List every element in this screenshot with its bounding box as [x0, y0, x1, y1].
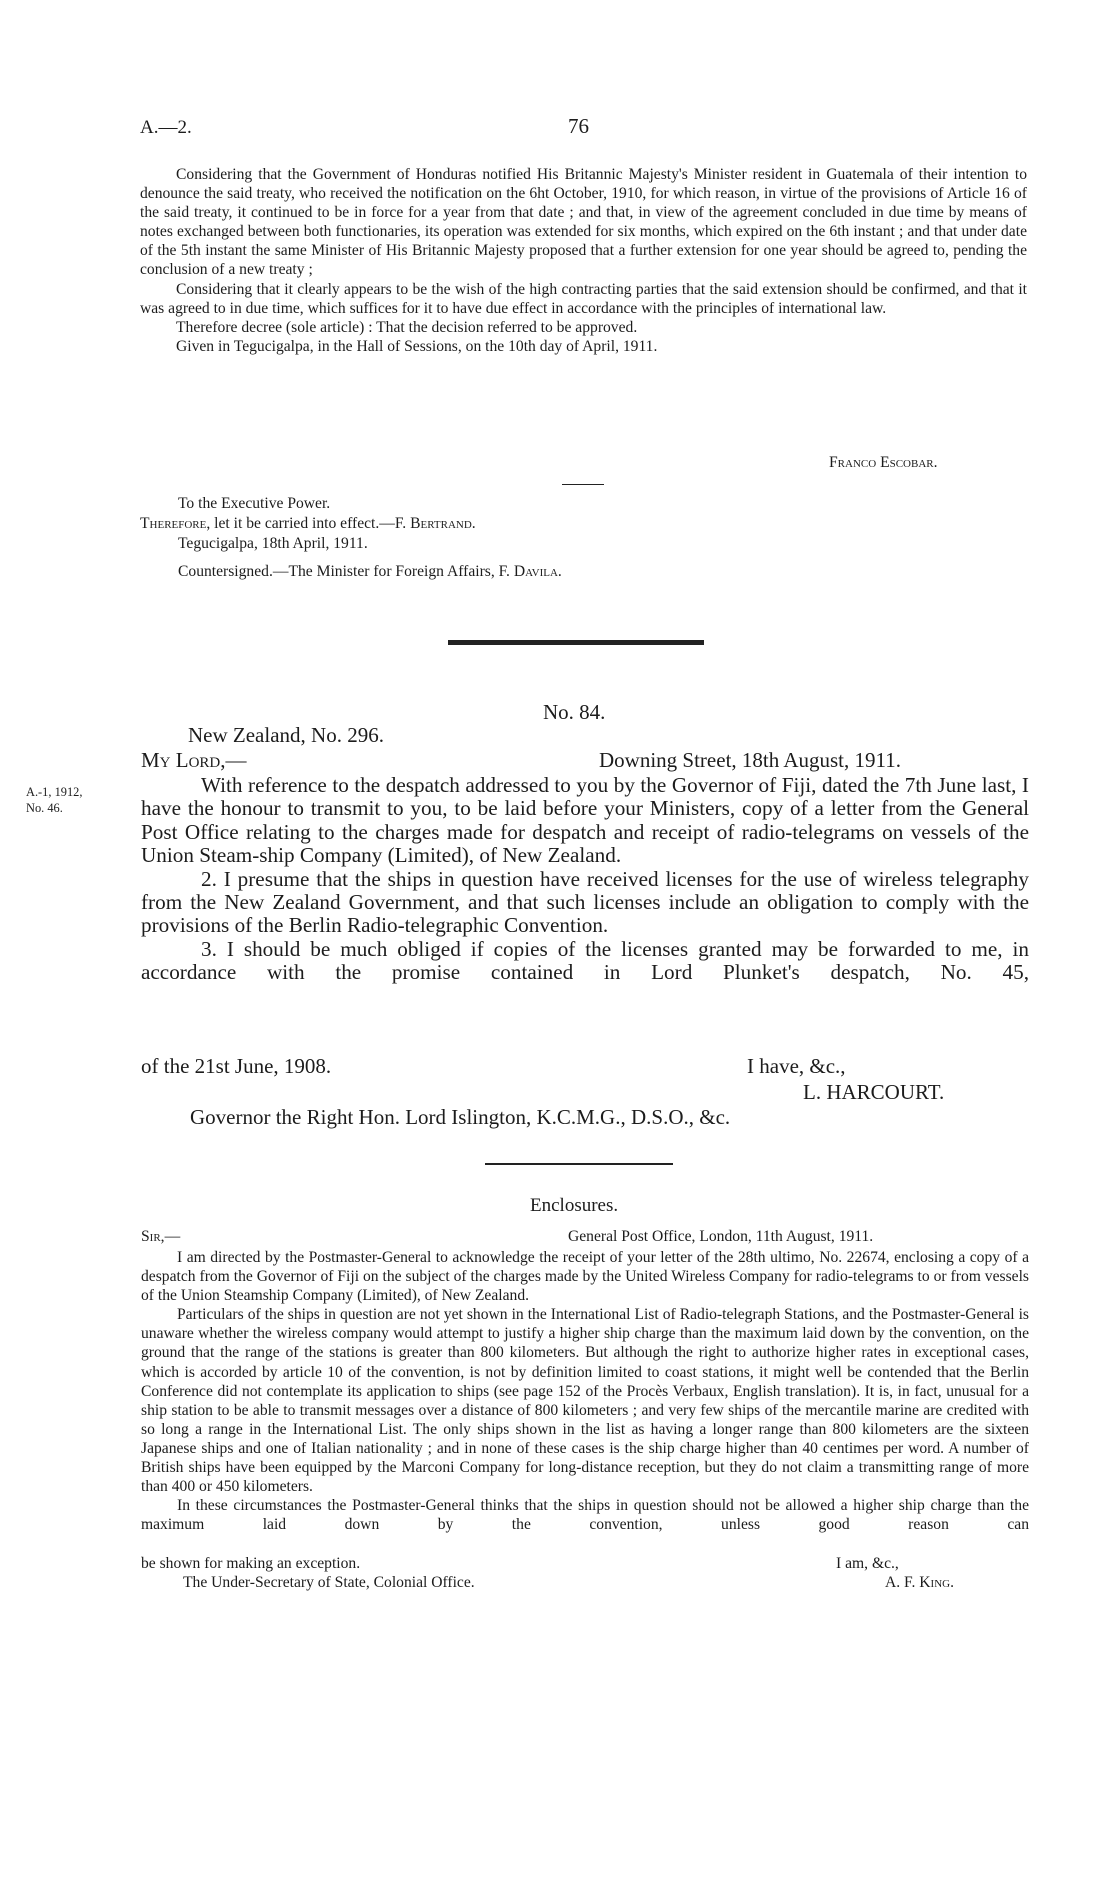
signature-escobar: Franco Escobar.	[829, 454, 938, 471]
decree-text	[140, 165, 1027, 356]
countersigned-name: Davila.	[513, 563, 562, 580]
despatch-reference: New Zealand, No. 296.	[188, 723, 384, 747]
therefore-line	[140, 515, 476, 533]
salutation-sir: Sir,—	[141, 1228, 181, 1245]
countersigned-line	[178, 563, 562, 581]
margin-ref-line-2: No. 46.	[26, 801, 63, 815]
enclosure-para3-end: be shown for making an exception.	[141, 1555, 361, 1572]
recipient-line: The Under-Secretary of State, Colonial Office.	[183, 1574, 475, 1591]
addressee: Governor the Right Hon. Lord Islington, K.C.M.G., D.S.O., &c.	[190, 1105, 731, 1129]
paragraph: 3. I should be much obliged if copies of the licenses granted may be forwarded to me, in accordance with the promise contained in Lord Plunket's despatch, No. 45,	[141, 936, 1029, 985]
countersigned-text: Countersigned.—The Minister for Foreign Affairs, F.	[178, 563, 510, 580]
closing-i-am: I am, &c.,	[836, 1555, 899, 1572]
paragraph: Therefore decree (sole article) : That the decision referred to be approved.	[176, 318, 638, 336]
para3-end-line: of the 21st June, 1908.	[141, 1054, 332, 1078]
divider-medium	[485, 1163, 673, 1165]
therefore-word: Therefore,	[140, 515, 211, 532]
place-date: Tegucigalpa, 18th April, 1911.	[178, 535, 368, 552]
paragraph: Particulars of the ships in question are not yet shown in the International List of Radio-telegraph Stations, and the Postmaster-General is unaware whether the wireless company would attempt to justify a higher ship charge than the maximum laid down by the convention, on the ground that the range of the stations is greater than 800 kilometers. But although the right to authorize higher rates in exceptional cases, which is accorded by article 10 of the convention, is not by definition limited to coast stations, it might well be contended that the Berlin Conference did not contemplate its application to ships (see page 152 of the Procès Verbaux, English translation). It is, in fact, unusual for a ship station to be able to transmit messages over a distance of 800 kilometers ; and very few ships of the mercantile marine are credited with so long a range in the International List. The only ships shown in the list as having a longer range than 800 kilometers are the sixteen Japanese ships and one of Italian nationality ; and in none of these cases is the ship charge higher than 40 centimes per word. A number of British ships have been equipped by the Marconi Company for long-distance reception, but they do not claim a transmitting range of more than 400 or 450 kilometers.	[141, 1306, 1029, 1496]
paragraph: With reference to the despatch addressed to you by the Governor of Fiji, dated the 7th June last, I have the honour to transmit to you, to be laid before your Ministers, copy of a letter from the General Post Office relating to the charges made for despatch and receipt of radio-telegrams on vessels of the Union Steam-ship Company (Limited), of New Zealand.	[141, 773, 1029, 868]
enclosures-heading: Enclosures.	[530, 1195, 619, 1216]
paragraph: 2. I presume that the ships in question have received licenses for the use of wireless telegraphy from the New Zealand Government, and that such licenses include an obligation to comply with the provisions of the Berlin Radio-telegraphic Convention.	[141, 866, 1029, 938]
paragraph: I am directed by the Postmaster-General to acknowledge the receipt of your letter of the 28th ultimo, No. 22674, enclosing a copy of a despatch from the Governor of Fiji on the subject of the charges made by the United Wireless Company for radio-telegrams to or from vessels of the Union Steamship Company (Limited), of New Zealand.	[141, 1249, 1029, 1305]
therefore-name: Bertrand.	[410, 515, 476, 532]
page-number: 76	[568, 114, 589, 138]
signature-king	[885, 1574, 954, 1592]
signature-harcourt: L. HARCOURT.	[803, 1080, 945, 1104]
closing-i-have: I have, &c.,	[747, 1054, 846, 1078]
to-executive-line: To the Executive Power.	[178, 495, 331, 512]
paragraph: In these circumstances the Postmaster-General thinks that the ships in question should not be allowed a higher ship charge than the maximum laid down by the convention, unless good reason can	[141, 1497, 1029, 1534]
divider-thick	[448, 640, 704, 645]
address-date-downing: Downing Street, 18th August, 1911.	[599, 748, 901, 772]
salutation-my-lord: My Lord,—	[141, 748, 247, 772]
paragraph: Considering that it clearly appears to be the wish of the high contracting parties that the said extension should be confirmed, and that it was agreed to in due time, which suffices for it to have due effect in accordance with the principles of international law.	[140, 280, 1027, 317]
divider-short	[562, 484, 604, 485]
despatch-number: No. 84.	[543, 700, 606, 724]
margin-ref-line-1: A.-1, 1912,	[26, 785, 83, 799]
signature-surname: King.	[919, 1574, 955, 1591]
therefore-rest: let it be carried into effect.—F.	[214, 515, 407, 532]
paragraph: Considering that the Government of Honduras notified His Britannic Majesty's Minister resident in Guatemala of their intention to denounce the said treaty, who received the notification on the 6ht October, 1910, for which reason, in virtue of the provisions of Article 16 of the said treaty, it continued to be in force for a year from that date ; and that, in view of the agreement concluded in due time by means of notes exchanged between both functionaries, its operation was extended for six months, which expired on the 6th instant ; and that under date of the 5th instant the same Minister of His Britannic Majesty proposed that a further extension for one year should be agreed to, pending the conclusion of a new treaty ;	[140, 166, 1027, 279]
paragraph: Given in Tegucigalpa, in the Hall of Sessions, on the 10th day of April, 1911.	[176, 337, 658, 355]
signature-initials: A. F.	[885, 1574, 916, 1591]
header-series: A.—2.	[140, 117, 192, 138]
margin-reference	[26, 784, 82, 816]
address-date-gpo: General Post Office, London, 11th August, 1911.	[568, 1228, 874, 1245]
enclosure-body	[141, 1248, 1029, 1534]
despatch-body	[141, 774, 1029, 985]
